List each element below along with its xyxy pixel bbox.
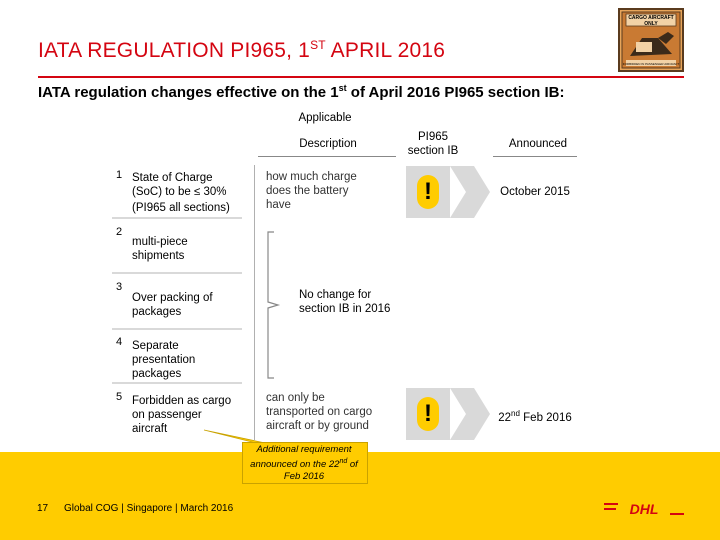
dhl-logo xyxy=(604,499,684,524)
row-1-chevron xyxy=(450,166,490,223)
row-4-line-3: packages xyxy=(132,368,182,380)
row-4-line-1: Separate xyxy=(132,340,179,352)
footer-event: Global COG | Singapore | March 2016 xyxy=(64,503,234,514)
row-5-description-line-2: transported on cargo xyxy=(266,406,373,418)
row-5-announced-tail: Feb 2016 xyxy=(519,411,572,424)
page-number: 17 xyxy=(37,503,49,514)
description-header: Description xyxy=(299,138,357,150)
announced-header-rule xyxy=(493,156,577,157)
subtitle-superscript: st xyxy=(338,83,347,93)
page-title xyxy=(38,38,445,63)
row-5-line-1: Forbidden as cargo xyxy=(132,395,232,407)
callout-line-2-main: announced on the 22 xyxy=(250,459,340,471)
row-5-announced-sup: nd xyxy=(511,409,520,418)
row-3-line-2: packages xyxy=(132,306,182,318)
section-ib-header-line1: PI965 xyxy=(417,131,449,143)
row-1-line-1: State of Charge xyxy=(132,172,213,184)
row-2-line-1: multi-piece xyxy=(132,236,188,248)
row-1-description-line-3: have xyxy=(266,199,291,211)
row-2-line-2: shipments xyxy=(132,250,185,262)
callout-line-1: Additional requirement xyxy=(256,444,352,455)
column-divider xyxy=(254,165,255,440)
callout-line-2-sup: nd xyxy=(339,458,348,465)
row-label-1 xyxy=(132,171,230,215)
badge-line3: FORBIDDEN IN PASSENGER AIRCRAFT xyxy=(622,62,680,66)
row-5-line-2: on passenger xyxy=(132,409,202,421)
row-1-description-line-1: how much charge xyxy=(266,171,357,183)
title-rule xyxy=(38,76,684,78)
no-change-note xyxy=(299,288,390,316)
row-number-2: 2 xyxy=(115,226,123,238)
description-header-rule xyxy=(258,156,396,157)
badge-line2: ONLY xyxy=(644,21,658,27)
row-number-5: 5 xyxy=(115,391,123,403)
row-1-description-line-2: does the battery xyxy=(266,185,349,197)
row-label-2 xyxy=(132,235,188,263)
row-4-rule xyxy=(112,382,242,384)
row-5-announced-main: 22 xyxy=(498,411,512,424)
warning-icon: ! xyxy=(417,397,439,431)
row-number-1: 1 xyxy=(115,169,123,181)
row-5-description xyxy=(266,391,372,433)
row-1-rule xyxy=(112,217,242,219)
row-number-4: 4 xyxy=(115,336,123,348)
title-tail: APRIL 2016 xyxy=(325,39,446,62)
row-5-line-3: aircraft xyxy=(132,423,168,435)
row-label-4 xyxy=(132,339,195,381)
row-label-3 xyxy=(132,291,213,319)
row-3-rule xyxy=(112,328,242,330)
callout-line-2-tail: of xyxy=(347,459,358,471)
row-4-line-2: presentation xyxy=(132,354,196,366)
row-5-description-line-3: aircraft or by ground xyxy=(266,420,369,432)
callout-line-3: Feb 2016 xyxy=(283,471,325,483)
applicable-header: Applicable xyxy=(298,112,352,124)
row-3-line-1: Over packing of xyxy=(132,292,213,304)
row-2-rule xyxy=(112,272,242,274)
subtitle-main: IATA regulation changes effective on the 1 xyxy=(38,84,339,101)
title-main: IATA REGULATION PI965, 1 xyxy=(38,39,311,62)
row-5-announced xyxy=(480,407,590,425)
title-superscript: ST xyxy=(310,38,326,52)
row-5-description-line-1: can only be xyxy=(266,392,325,404)
dhl-logo-text: DHL xyxy=(629,501,659,517)
cargo-aircraft-only-label xyxy=(618,8,684,72)
rows-2-4-bracket xyxy=(262,230,292,385)
callout-line-2 xyxy=(242,456,366,471)
no-change-line-1: No change for xyxy=(299,289,372,301)
warning-icon: ! xyxy=(417,175,439,209)
row-1-announced: October 2015 xyxy=(500,186,570,198)
row-1-description xyxy=(266,170,357,212)
section-ib-header-line2: section IB xyxy=(407,145,459,157)
subtitle-tail: of April 2016 PI965 section IB: xyxy=(346,84,565,101)
no-change-line-2: section IB in 2016 xyxy=(299,303,391,315)
badge-line1: CARGO AIRCRAFT xyxy=(628,15,674,21)
announced-header: Announced xyxy=(508,138,568,150)
section-ib-header xyxy=(395,130,471,158)
subtitle xyxy=(38,83,564,101)
callout-text xyxy=(242,444,366,483)
row-1-line-2: (SoC) to be ≤ 30% xyxy=(132,186,227,198)
row-1-line-3: (PI965 all sections) xyxy=(132,202,230,214)
row-number-3: 3 xyxy=(115,281,123,293)
